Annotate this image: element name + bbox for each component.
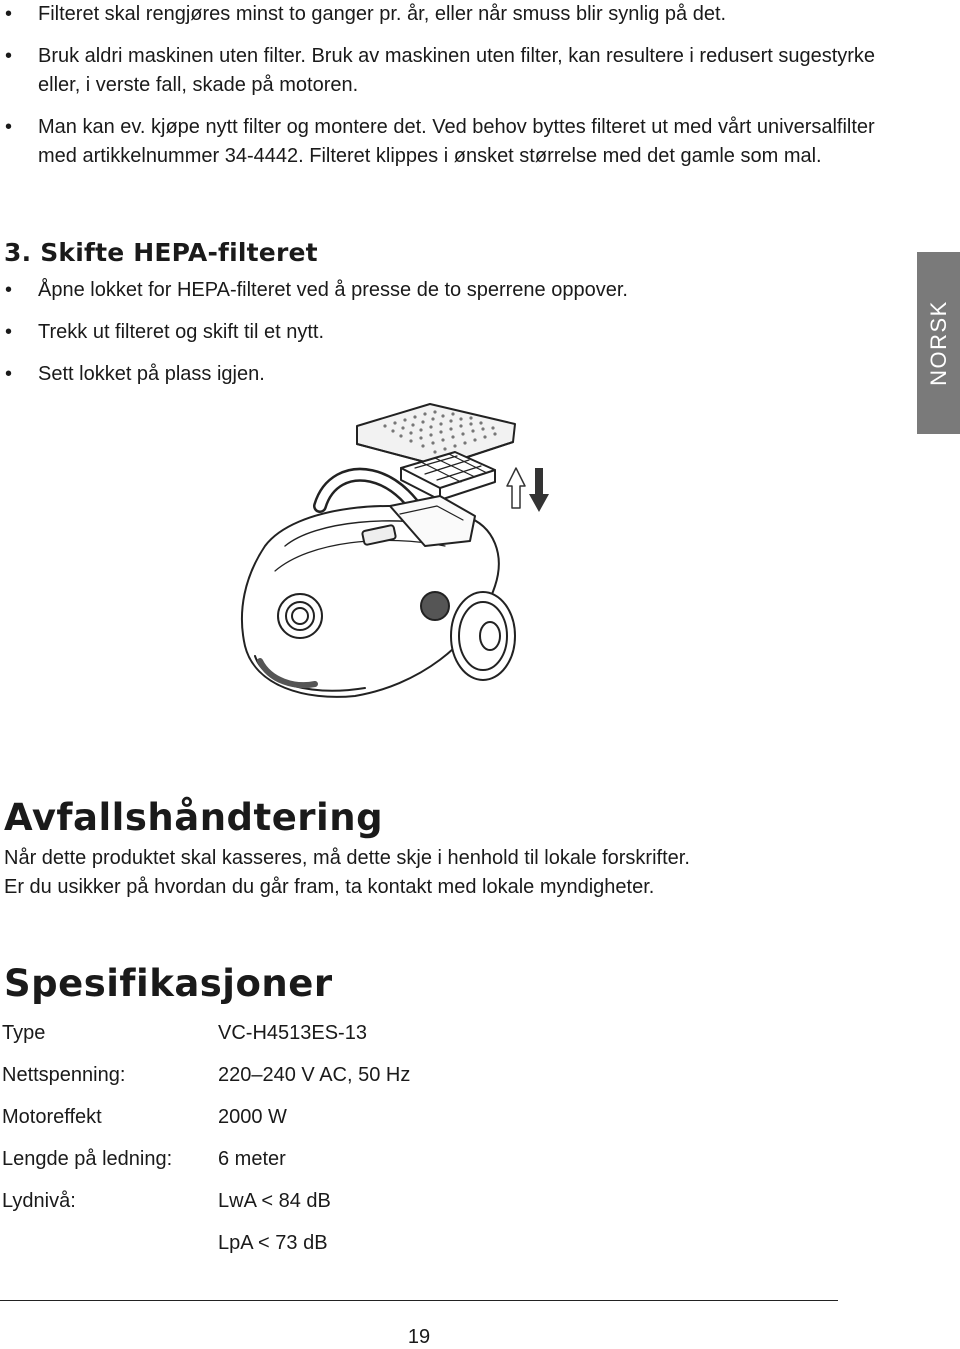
disposal-line: Er du usikker på hvordan du går fram, ta kontakt med lokale myndigheter. — [4, 876, 655, 898]
vacuum-cleaner-illustration — [225, 396, 565, 716]
disposal-heading: Avfallshåndtering — [4, 796, 384, 839]
spec-value: LpA < 73 dB — [218, 1231, 328, 1254]
spec-label: Lengde på ledning: — [2, 1147, 173, 1170]
language-tab-label: NORSK — [925, 300, 951, 386]
list-item: • Bruk aldri maskinen uten filter. Bruk av maskinen uten filter, kan resultere i redusert sugestyrke eller, i verste fall, skade på motoren. — [0, 42, 880, 100]
spec-label: Motoreffekt — [2, 1105, 102, 1128]
spec-label — [2, 1222, 218, 1264]
language-tab — [917, 252, 960, 434]
spec-value: 6 meter — [218, 1147, 286, 1170]
list-item: • Man kan ev. kjøpe nytt filter og montere det. Ved behov byttes filteret ut med vårt universalfilter med artikkelnummer 34-4442. Filteret klippes i ønsket størrelse med det gamle som mal. — [0, 113, 880, 171]
list-item: • Åpne lokket for HEPA-filteret ved å presse de to sperrene oppover. — [0, 276, 880, 305]
table-row — [2, 1222, 410, 1264]
table-row — [2, 1054, 410, 1096]
hepa-steps-list — [0, 276, 880, 402]
table-row — [2, 1138, 410, 1180]
table-row — [2, 1180, 410, 1222]
list-item: • Sett lokket på plass igjen. — [0, 360, 880, 389]
specifications-table — [2, 1012, 410, 1264]
spec-label: Lydnivå: — [2, 1189, 76, 1212]
disposal-text — [4, 844, 884, 902]
spec-label: Type — [2, 1021, 46, 1044]
spec-value: 220–240 V AC, 50 Hz — [218, 1063, 411, 1086]
vacuum-body-icon — [242, 475, 515, 697]
spec-value: VC-H4513ES-13 — [218, 1021, 367, 1044]
list-item: • Trekk ut filteret og skift til et nytt. — [0, 318, 880, 347]
spec-label: Nettspenning: — [2, 1063, 126, 1086]
up-down-arrows-icon — [507, 468, 549, 512]
list-item: • Filteret skal rengjøres minst to ganger pr. år, eller når smuss blir synlig på det. — [0, 0, 880, 29]
filter-care-list — [0, 0, 880, 184]
specifications-heading: Spesifikasjoner — [4, 962, 333, 1005]
table-row — [2, 1096, 410, 1138]
page-number: 19 — [407, 1326, 431, 1348]
table-row — [2, 1012, 410, 1054]
spec-value: LwA < 84 dB — [218, 1189, 331, 1212]
disposal-line: Når dette produktet skal kasseres, må dette skje i henhold til lokale forskrifter. — [4, 847, 690, 869]
hepa-section-heading: 3. Skifte HEPA-filteret — [4, 238, 318, 267]
footer-divider — [0, 1300, 838, 1301]
spec-value: 2000 W — [218, 1105, 287, 1128]
